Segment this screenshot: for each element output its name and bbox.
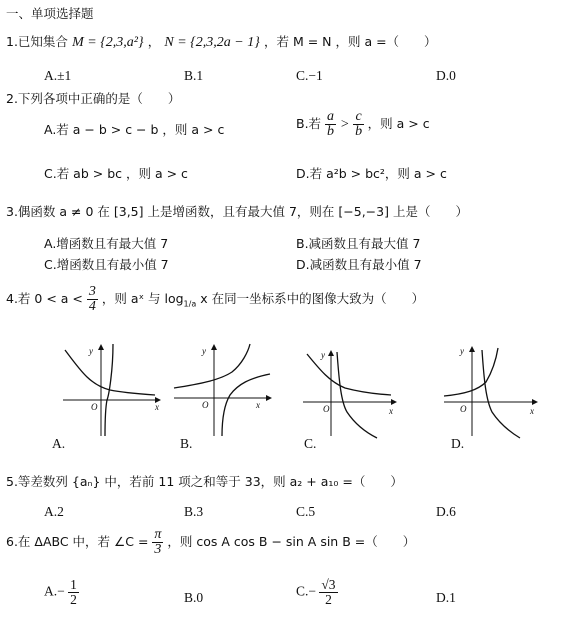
q6-stem-prefix: 6.在 ΔABC 中，若 ∠C = (6, 534, 149, 549)
question-2-stem: 2.下列各项中正确的是（ ） (6, 91, 181, 106)
question-4-stem (6, 285, 424, 314)
q2-option-a[interactable]: A.若 a − b > c − b ，则 a > c (44, 122, 225, 137)
question-1-stem: 1.已知集合 M = {2,3,a²} ， N = {2,3,2a − 1} ，若 M = N ，则 a =（ ） (6, 34, 437, 50)
graph-a[interactable] (55, 340, 165, 440)
q6-stem-suffix: ，则 cos A cos B − sin A sin B =（ ） (167, 534, 416, 549)
y-arrow (211, 344, 217, 350)
axis-y-label: y (89, 346, 93, 356)
section-title: 一、单项选择题 (6, 6, 94, 21)
axis-x-label: x (155, 402, 159, 412)
q5-option-a[interactable]: A.2 (44, 504, 64, 519)
q1-option-a[interactable]: A.±1 (44, 68, 72, 83)
q1-stem-end: ，若 M = N ，则 a =（ ） (263, 34, 437, 49)
q1-option-d[interactable]: D.0 (436, 68, 456, 83)
q6-option-d[interactable]: D.1 (436, 590, 456, 605)
x-arrow (532, 399, 538, 405)
graph-b[interactable] (170, 340, 280, 440)
q4-log-base: 1/a (183, 299, 197, 309)
q6-c-num: √3 (321, 577, 336, 592)
q4-frac-num: 3 (88, 284, 96, 299)
q1-option-b[interactable]: B.1 (184, 68, 204, 83)
exp-curve (444, 348, 498, 396)
q2-option-b-suffix: ，则 a > c (367, 116, 430, 131)
x-arrow (391, 399, 397, 405)
q6-c-den: 2 (325, 592, 332, 607)
q6-frac-num: π (154, 527, 162, 542)
axis-y-label: y (202, 346, 206, 356)
origin-label: O (91, 402, 98, 412)
q6-option-c-prefix: C.− (296, 583, 316, 599)
q5-option-d[interactable]: D.6 (436, 504, 456, 519)
q3-option-a[interactable]: A.增函数且有最大值 7 (44, 236, 169, 251)
q1-option-c[interactable]: C.−1 (296, 68, 323, 83)
axis-y-label: y (460, 346, 464, 356)
q4-stem-mid: ，则 aˣ 与 log (101, 291, 184, 306)
graph-d[interactable] (440, 340, 550, 440)
log-curve (337, 352, 377, 438)
q2-frac2-den: b (355, 124, 363, 139)
q6-frac-den: 3 (154, 542, 162, 557)
origin-label: O (460, 404, 467, 414)
q6-option-b[interactable]: B.0 (184, 590, 204, 605)
axis-x-label: x (256, 400, 260, 410)
graph-a-label[interactable]: A. (52, 436, 66, 451)
q2-option-b-gt: > (340, 117, 350, 132)
x-arrow (266, 395, 272, 401)
q1-stem-start: 1.已知集合 (6, 34, 68, 49)
y-arrow (328, 350, 334, 356)
graph-b-label[interactable]: B. (180, 436, 193, 451)
q2-frac1-den: b (327, 124, 335, 139)
q6-option-a-frac (68, 578, 79, 607)
axis-y-label: y (321, 350, 325, 360)
exp-curve (174, 344, 250, 388)
question-6-stem (6, 528, 415, 557)
q1-set-m: M = {2,3,a²} (72, 35, 144, 50)
q6-a-num: 1 (70, 577, 77, 592)
q6-option-c[interactable] (296, 578, 338, 607)
q3-option-c[interactable]: C.增函数且有最小值 7 (44, 257, 169, 272)
q2-option-d[interactable]: D.若 a²b > bc²，则 a > c (296, 166, 447, 181)
q4-frac (87, 285, 98, 314)
q4-stem-suffix: x 在同一坐标系中的图像大致为（ ） (196, 291, 425, 306)
q1-set-n: N = {2,3,2a − 1} (164, 35, 260, 50)
axis-x-label: x (530, 406, 534, 416)
q2-frac2-num: c (355, 109, 362, 124)
q6-option-c-frac (319, 578, 337, 607)
q4-stem-prefix: 4.若 0 < a < (6, 291, 83, 306)
origin-label: O (202, 400, 209, 410)
q6-frac (152, 528, 163, 557)
origin-label: O (323, 404, 330, 414)
graph-d-label[interactable]: D. (451, 436, 465, 451)
q3-option-d[interactable]: D.减函数且有最小值 7 (296, 257, 422, 272)
q2-frac1-num: a (327, 109, 335, 124)
graph-c-label[interactable]: C. (304, 436, 317, 451)
q5-option-c[interactable]: C.5 (296, 504, 316, 519)
q6-a-den: 2 (70, 592, 77, 607)
q6-option-a[interactable] (44, 578, 79, 607)
log-curve (482, 350, 520, 438)
q2-option-b-frac2 (353, 110, 363, 139)
question-3-stem: 3.偶函数 a ≠ 0 在 [3,5] 上是增函数，且有最大值 7，则在 [−5,−3] 上是（ ） (6, 204, 468, 219)
q5-option-b[interactable]: B.3 (184, 504, 204, 519)
q2-option-c[interactable]: C.若 ab > bc ，则 a > c (44, 166, 188, 181)
q3-option-b[interactable]: B.减函数且有最大值 7 (296, 236, 421, 251)
question-5-stem: 5.等差数列 {aₙ} 中，若前 11 项之和等于 33，则 a₂ + a₁₀ =（ ） (6, 474, 403, 489)
exp-curve (307, 354, 391, 395)
q2-option-b-prefix: B.若 (296, 116, 322, 131)
y-arrow (98, 344, 104, 350)
q4-frac-den: 4 (88, 299, 96, 314)
axis-x-label: x (389, 406, 393, 416)
q2-option-b[interactable] (296, 110, 430, 139)
q6-option-a-prefix: A.− (44, 583, 65, 599)
q2-option-b-frac1 (325, 110, 336, 139)
log-curve (222, 374, 270, 436)
graph-c[interactable] (295, 340, 405, 440)
y-arrow (469, 346, 475, 352)
